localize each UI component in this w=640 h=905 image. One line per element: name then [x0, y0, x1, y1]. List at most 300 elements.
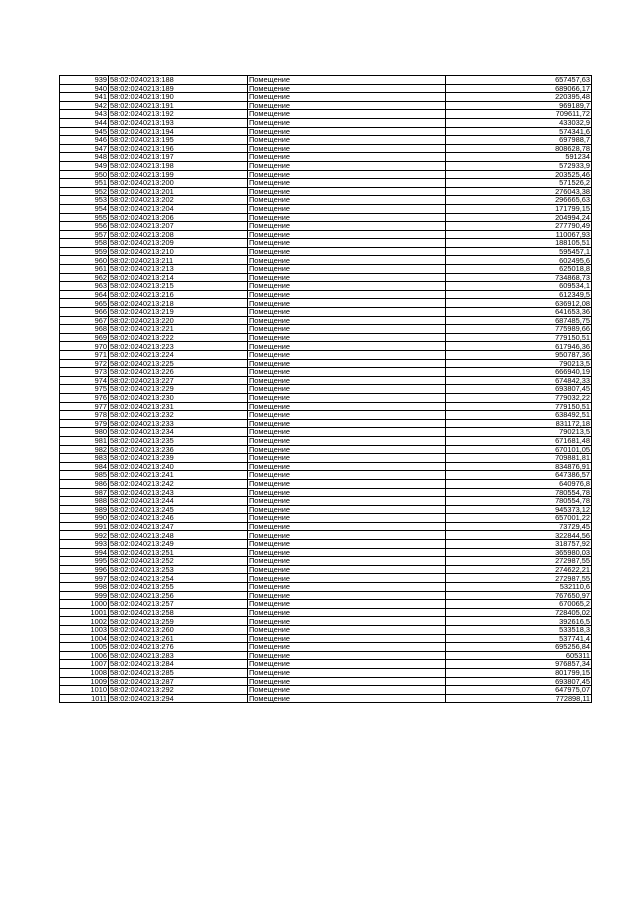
- cadastral-number-cell: 58:02:0240213:213: [109, 265, 248, 274]
- object-type-cell: Помещение: [248, 488, 446, 497]
- object-type-cell: Помещение: [248, 634, 446, 643]
- table-row: [60, 402, 592, 411]
- table-row: [60, 393, 592, 402]
- cadastral-number-cell: 58:02:0240213:254: [109, 574, 248, 583]
- row-number-cell: 974: [60, 376, 109, 385]
- cadastral-number-cell: 58:02:0240213:223: [109, 342, 248, 351]
- table-row: [60, 161, 592, 170]
- cadastral-value-cell: 220395,48: [446, 93, 592, 102]
- cadastral-value-cell: 602495,6: [446, 256, 592, 265]
- row-number-cell: 942: [60, 101, 109, 110]
- table-row: [60, 179, 592, 188]
- cadastral-value-cell: 433032,9: [446, 118, 592, 127]
- table-row: [60, 531, 592, 540]
- table-row: [60, 239, 592, 248]
- row-number-cell: 955: [60, 213, 109, 222]
- table-row: [60, 282, 592, 291]
- cadastral-value-cell: 834876,91: [446, 462, 592, 471]
- cadastral-value-cell: 950787,36: [446, 351, 592, 360]
- cadastral-number-cell: 58:02:0240213:191: [109, 101, 248, 110]
- cadastral-number-cell: 58:02:0240213:194: [109, 127, 248, 136]
- row-number-cell: 1008: [60, 668, 109, 677]
- table-body: [60, 76, 592, 703]
- object-type-cell: Помещение: [248, 196, 446, 205]
- row-number-cell: 984: [60, 462, 109, 471]
- cadastral-number-cell: 58:02:0240213:249: [109, 540, 248, 549]
- table-row: [60, 110, 592, 119]
- row-number-cell: 1011: [60, 694, 109, 703]
- cadastral-number-cell: 58:02:0240213:234: [109, 428, 248, 437]
- cadastral-number-cell: 58:02:0240213:256: [109, 591, 248, 600]
- cadastral-value-cell: 612349,5: [446, 290, 592, 299]
- row-number-cell: 1007: [60, 660, 109, 669]
- row-number-cell: 985: [60, 471, 109, 480]
- cadastral-number-cell: 58:02:0240213:211: [109, 256, 248, 265]
- table-row: [60, 694, 592, 703]
- table-row: [60, 488, 592, 497]
- cadastral-number-cell: 58:02:0240213:222: [109, 333, 248, 342]
- table-row: [60, 660, 592, 669]
- cadastral-number-cell: 58:02:0240213:260: [109, 626, 248, 635]
- table-row: [60, 643, 592, 652]
- table-row: [60, 316, 592, 325]
- table-row: [60, 265, 592, 274]
- object-type-cell: Помещение: [248, 540, 446, 549]
- object-type-cell: Помещение: [248, 230, 446, 239]
- object-type-cell: Помещение: [248, 531, 446, 540]
- table-row: [60, 677, 592, 686]
- object-type-cell: Помещение: [248, 144, 446, 153]
- row-number-cell: 996: [60, 565, 109, 574]
- table-row: [60, 668, 592, 677]
- object-type-cell: Помещение: [248, 505, 446, 514]
- cadastral-value-cell: 780554,78: [446, 497, 592, 506]
- cadastral-number-cell: 58:02:0240213:207: [109, 222, 248, 231]
- cadastral-value-cell: 322844,56: [446, 531, 592, 540]
- table-row: [60, 299, 592, 308]
- row-number-cell: 993: [60, 540, 109, 549]
- table-row: [60, 548, 592, 557]
- cadastral-number-cell: 58:02:0240213:208: [109, 230, 248, 239]
- row-number-cell: 969: [60, 333, 109, 342]
- row-number-cell: 977: [60, 402, 109, 411]
- row-number-cell: 980: [60, 428, 109, 437]
- row-number-cell: 995: [60, 557, 109, 566]
- row-number-cell: 1001: [60, 608, 109, 617]
- table-row: [60, 136, 592, 145]
- table-row: [60, 204, 592, 213]
- object-type-cell: Помещение: [248, 436, 446, 445]
- cadastral-value-cell: 296665,63: [446, 196, 592, 205]
- table-row: [60, 153, 592, 162]
- cadastral-number-cell: 58:02:0240213:204: [109, 204, 248, 213]
- cadastral-number-cell: 58:02:0240213:255: [109, 583, 248, 592]
- cadastral-value-cell: 772898,11: [446, 694, 592, 703]
- object-type-cell: Помещение: [248, 308, 446, 317]
- table-row: [60, 273, 592, 282]
- object-type-cell: Помещение: [248, 471, 446, 480]
- object-type-cell: Помещение: [248, 376, 446, 385]
- cadastral-value-cell: 272987,55: [446, 557, 592, 566]
- table-row: [60, 505, 592, 514]
- object-type-cell: Помещение: [248, 411, 446, 420]
- row-number-cell: 989: [60, 505, 109, 514]
- cadastral-number-cell: 58:02:0240213:193: [109, 118, 248, 127]
- row-number-cell: 963: [60, 282, 109, 291]
- object-type-cell: Помещение: [248, 247, 446, 256]
- table-row: [60, 686, 592, 695]
- cadastral-number-cell: 58:02:0240213:259: [109, 617, 248, 626]
- cadastral-value-cell: 609534,1: [446, 282, 592, 291]
- table-row: [60, 127, 592, 136]
- cadastral-number-cell: 58:02:0240213:221: [109, 325, 248, 334]
- cadastral-number-cell: 58:02:0240213:236: [109, 445, 248, 454]
- row-number-cell: 987: [60, 488, 109, 497]
- cadastral-value-cell: 73729,45: [446, 522, 592, 531]
- row-number-cell: 967: [60, 316, 109, 325]
- row-number-cell: 1000: [60, 600, 109, 609]
- row-number-cell: 976: [60, 393, 109, 402]
- cadastral-value-cell: 203525,46: [446, 170, 592, 179]
- row-number-cell: 957: [60, 230, 109, 239]
- object-type-cell: Помещение: [248, 428, 446, 437]
- row-number-cell: 959: [60, 247, 109, 256]
- cadastral-number-cell: 58:02:0240213:220: [109, 316, 248, 325]
- object-type-cell: Помещение: [248, 290, 446, 299]
- table-row: [60, 411, 592, 420]
- table-row: [60, 626, 592, 635]
- row-number-cell: 1009: [60, 677, 109, 686]
- row-number-cell: 962: [60, 273, 109, 282]
- cadastral-value-cell: 392616,5: [446, 617, 592, 626]
- object-type-cell: Помещение: [248, 651, 446, 660]
- cadastral-number-cell: 58:02:0240213:241: [109, 471, 248, 480]
- row-number-cell: 940: [60, 84, 109, 93]
- table-row: [60, 84, 592, 93]
- cadastral-value-cell: 709611,72: [446, 110, 592, 119]
- object-type-cell: Помещение: [248, 677, 446, 686]
- table-row: [60, 359, 592, 368]
- object-type-cell: Помещение: [248, 591, 446, 600]
- cadastral-value-cell: 204994,24: [446, 213, 592, 222]
- table-row: [60, 583, 592, 592]
- object-type-cell: Помещение: [248, 583, 446, 592]
- cadastral-value-cell: 636912,08: [446, 299, 592, 308]
- row-number-cell: 991: [60, 522, 109, 531]
- cadastral-number-cell: 58:02:0240213:240: [109, 462, 248, 471]
- cadastral-number-cell: 58:02:0240213:189: [109, 84, 248, 93]
- table-row: [60, 557, 592, 566]
- cadastral-number-cell: 58:02:0240213:210: [109, 247, 248, 256]
- object-type-cell: Помещение: [248, 187, 446, 196]
- row-number-cell: 960: [60, 256, 109, 265]
- cadastral-value-cell: 779150,51: [446, 402, 592, 411]
- cadastral-value-cell: 110067,93: [446, 230, 592, 239]
- object-type-cell: Помещение: [248, 368, 446, 377]
- row-number-cell: 953: [60, 196, 109, 205]
- cadastral-value-cell: 779032,22: [446, 393, 592, 402]
- cadastral-number-cell: 58:02:0240213:239: [109, 454, 248, 463]
- row-number-cell: 965: [60, 299, 109, 308]
- row-number-cell: 958: [60, 239, 109, 248]
- table-row: [60, 445, 592, 454]
- cadastral-number-cell: 58:02:0240213:294: [109, 694, 248, 703]
- cadastral-value-cell: 709881,81: [446, 454, 592, 463]
- row-number-cell: 949: [60, 161, 109, 170]
- cadastral-value-cell: 532110,6: [446, 583, 592, 592]
- cadastral-value-cell: 574341,6: [446, 127, 592, 136]
- cadastral-value-cell: 693807,45: [446, 677, 592, 686]
- cadastral-number-cell: 58:02:0240213:209: [109, 239, 248, 248]
- row-number-cell: 972: [60, 359, 109, 368]
- object-type-cell: Помещение: [248, 273, 446, 282]
- cadastral-value-cell: 671681,48: [446, 436, 592, 445]
- cadastral-value-cell: 969189,7: [446, 101, 592, 110]
- cadastral-value-cell: 697988,7: [446, 136, 592, 145]
- document-page: [59, 75, 590, 703]
- cadastral-value-cell: 365980,03: [446, 548, 592, 557]
- cadastral-number-cell: 58:02:0240213:292: [109, 686, 248, 695]
- cadastral-value-cell: 171799,15: [446, 204, 592, 213]
- table-row: [60, 118, 592, 127]
- cadastral-value-cell: 790213,5: [446, 359, 592, 368]
- table-row: [60, 634, 592, 643]
- table-row: [60, 617, 592, 626]
- cadastral-number-cell: 58:02:0240213:242: [109, 479, 248, 488]
- object-type-cell: Помещение: [248, 694, 446, 703]
- object-type-cell: Помещение: [248, 385, 446, 394]
- cadastral-number-cell: 58:02:0240213:246: [109, 514, 248, 523]
- cadastral-value-cell: 689066,17: [446, 84, 592, 93]
- table-row: [60, 479, 592, 488]
- object-type-cell: Помещение: [248, 574, 446, 583]
- row-number-cell: 971: [60, 351, 109, 360]
- object-type-cell: Помещение: [248, 110, 446, 119]
- cadastral-number-cell: 58:02:0240213:251: [109, 548, 248, 557]
- cadastral-value-cell: 188105,51: [446, 239, 592, 248]
- row-number-cell: 1006: [60, 651, 109, 660]
- table-row: [60, 247, 592, 256]
- object-type-cell: Помещение: [248, 359, 446, 368]
- cadastral-number-cell: 58:02:0240213:285: [109, 668, 248, 677]
- cadastral-value-cell: 695256,84: [446, 643, 592, 652]
- object-type-cell: Помещение: [248, 316, 446, 325]
- cadastral-number-cell: 58:02:0240213:202: [109, 196, 248, 205]
- row-number-cell: 948: [60, 153, 109, 162]
- row-number-cell: 964: [60, 290, 109, 299]
- table-row: [60, 351, 592, 360]
- object-type-cell: Помещение: [248, 101, 446, 110]
- cadastral-value-cell: 674842,33: [446, 376, 592, 385]
- object-type-cell: Помещение: [248, 256, 446, 265]
- cadastral-value-cell: 657457,63: [446, 76, 592, 85]
- row-number-cell: 988: [60, 497, 109, 506]
- row-number-cell: 952: [60, 187, 109, 196]
- object-type-cell: Помещение: [248, 84, 446, 93]
- object-type-cell: Помещение: [248, 617, 446, 626]
- object-type-cell: Помещение: [248, 342, 446, 351]
- cadastral-number-cell: 58:02:0240213:235: [109, 436, 248, 445]
- object-type-cell: Помещение: [248, 686, 446, 695]
- row-number-cell: 997: [60, 574, 109, 583]
- row-number-cell: 939: [60, 76, 109, 85]
- table-row: [60, 462, 592, 471]
- object-type-cell: Помещение: [248, 76, 446, 85]
- row-number-cell: 946: [60, 136, 109, 145]
- cadastral-value-cell: 728405,02: [446, 608, 592, 617]
- object-type-cell: Помещение: [248, 265, 446, 274]
- cadastral-number-cell: 58:02:0240213:199: [109, 170, 248, 179]
- object-type-cell: Помещение: [248, 479, 446, 488]
- cadastral-value-cell: 657001,22: [446, 514, 592, 523]
- cadastral-number-cell: 58:02:0240213:287: [109, 677, 248, 686]
- cadastral-number-cell: 58:02:0240213:230: [109, 393, 248, 402]
- cadastral-number-cell: 58:02:0240213:231: [109, 402, 248, 411]
- cadastral-value-cell: 533518,3: [446, 626, 592, 635]
- object-type-cell: Помещение: [248, 668, 446, 677]
- table-row: [60, 368, 592, 377]
- cadastral-value-cell: 276043,38: [446, 187, 592, 196]
- cadastral-value-cell: 647975,07: [446, 686, 592, 695]
- object-type-cell: Помещение: [248, 213, 446, 222]
- cadastral-number-cell: 58:02:0240213:253: [109, 565, 248, 574]
- cadastral-value-cell: 801799,15: [446, 668, 592, 677]
- object-type-cell: Помещение: [248, 514, 446, 523]
- cadastral-value-cell: 779150,51: [446, 333, 592, 342]
- cadastral-value-cell: 734868,73: [446, 273, 592, 282]
- cadastral-number-cell: 58:02:0240213:190: [109, 93, 248, 102]
- cadastral-value-cell: 945373,12: [446, 505, 592, 514]
- table-row: [60, 651, 592, 660]
- row-number-cell: 961: [60, 265, 109, 274]
- object-type-cell: Помещение: [248, 282, 446, 291]
- table-row: [60, 471, 592, 480]
- cadastral-number-cell: 58:02:0240213:258: [109, 608, 248, 617]
- object-type-cell: Помещение: [248, 161, 446, 170]
- object-type-cell: Помещение: [248, 179, 446, 188]
- row-number-cell: 1005: [60, 643, 109, 652]
- cadastral-number-cell: 58:02:0240213:276: [109, 643, 248, 652]
- object-type-cell: Помещение: [248, 626, 446, 635]
- row-number-cell: 1010: [60, 686, 109, 695]
- cadastral-number-cell: 58:02:0240213:216: [109, 290, 248, 299]
- cadastral-number-cell: 58:02:0240213:283: [109, 651, 248, 660]
- cadastral-number-cell: 58:02:0240213:188: [109, 76, 248, 85]
- cadastral-number-cell: 58:02:0240213:197: [109, 153, 248, 162]
- cadastral-value-table: [59, 75, 592, 703]
- row-number-cell: 994: [60, 548, 109, 557]
- cadastral-value-cell: 790213,5: [446, 428, 592, 437]
- cadastral-value-cell: 767650,97: [446, 591, 592, 600]
- cadastral-number-cell: 58:02:0240213:243: [109, 488, 248, 497]
- object-type-cell: Помещение: [248, 548, 446, 557]
- cadastral-value-cell: 638492,51: [446, 411, 592, 420]
- table-row: [60, 256, 592, 265]
- cadastral-value-cell: 572933,9: [446, 161, 592, 170]
- row-number-cell: 954: [60, 204, 109, 213]
- row-number-cell: 982: [60, 445, 109, 454]
- cadastral-value-cell: 647386,57: [446, 471, 592, 480]
- row-number-cell: 956: [60, 222, 109, 231]
- object-type-cell: Помещение: [248, 402, 446, 411]
- table-row: [60, 230, 592, 239]
- object-type-cell: Помещение: [248, 93, 446, 102]
- cadastral-number-cell: 58:02:0240213:195: [109, 136, 248, 145]
- object-type-cell: Помещение: [248, 445, 446, 454]
- row-number-cell: 941: [60, 93, 109, 102]
- row-number-cell: 944: [60, 118, 109, 127]
- object-type-cell: Помещение: [248, 393, 446, 402]
- table-row: [60, 213, 592, 222]
- table-row: [60, 93, 592, 102]
- row-number-cell: 978: [60, 411, 109, 420]
- table-row: [60, 428, 592, 437]
- cadastral-number-cell: 58:02:0240213:225: [109, 359, 248, 368]
- cadastral-number-cell: 58:02:0240213:192: [109, 110, 248, 119]
- cadastral-number-cell: 58:02:0240213:233: [109, 419, 248, 428]
- row-number-cell: 979: [60, 419, 109, 428]
- cadastral-number-cell: 58:02:0240213:227: [109, 376, 248, 385]
- object-type-cell: Помещение: [248, 118, 446, 127]
- table-row: [60, 600, 592, 609]
- object-type-cell: Помещение: [248, 497, 446, 506]
- object-type-cell: Помещение: [248, 608, 446, 617]
- table-row: [60, 376, 592, 385]
- object-type-cell: Помещение: [248, 419, 446, 428]
- cadastral-value-cell: 670101,05: [446, 445, 592, 454]
- cadastral-value-cell: 274622,21: [446, 565, 592, 574]
- table-row: [60, 608, 592, 617]
- cadastral-value-cell: 693807,45: [446, 385, 592, 394]
- row-number-cell: 951: [60, 179, 109, 188]
- cadastral-value-cell: 591234: [446, 153, 592, 162]
- row-number-cell: 981: [60, 436, 109, 445]
- object-type-cell: Помещение: [248, 204, 446, 213]
- cadastral-value-cell: 641653,36: [446, 308, 592, 317]
- table-row: [60, 385, 592, 394]
- object-type-cell: Помещение: [248, 454, 446, 463]
- object-type-cell: Помещение: [248, 325, 446, 334]
- object-type-cell: Помещение: [248, 239, 446, 248]
- cadastral-number-cell: 58:02:0240213:257: [109, 600, 248, 609]
- table-row: [60, 574, 592, 583]
- object-type-cell: Помещение: [248, 643, 446, 652]
- table-row: [60, 222, 592, 231]
- cadastral-value-cell: 687485,75: [446, 316, 592, 325]
- table-row: [60, 290, 592, 299]
- table-row: [60, 333, 592, 342]
- cadastral-number-cell: 58:02:0240213:198: [109, 161, 248, 170]
- object-type-cell: Помещение: [248, 299, 446, 308]
- cadastral-number-cell: 58:02:0240213:206: [109, 213, 248, 222]
- table-row: [60, 436, 592, 445]
- table-row: [60, 342, 592, 351]
- table-row: [60, 187, 592, 196]
- row-number-cell: 943: [60, 110, 109, 119]
- object-type-cell: Помещение: [248, 600, 446, 609]
- cadastral-value-cell: 775989,66: [446, 325, 592, 334]
- cadastral-number-cell: 58:02:0240213:201: [109, 187, 248, 196]
- table-row: [60, 497, 592, 506]
- cadastral-number-cell: 58:02:0240213:248: [109, 531, 248, 540]
- object-type-cell: Помещение: [248, 170, 446, 179]
- cadastral-number-cell: 58:02:0240213:226: [109, 368, 248, 377]
- row-number-cell: 992: [60, 531, 109, 540]
- row-number-cell: 998: [60, 583, 109, 592]
- cadastral-number-cell: 58:02:0240213:196: [109, 144, 248, 153]
- table-row: [60, 565, 592, 574]
- row-number-cell: 1003: [60, 626, 109, 635]
